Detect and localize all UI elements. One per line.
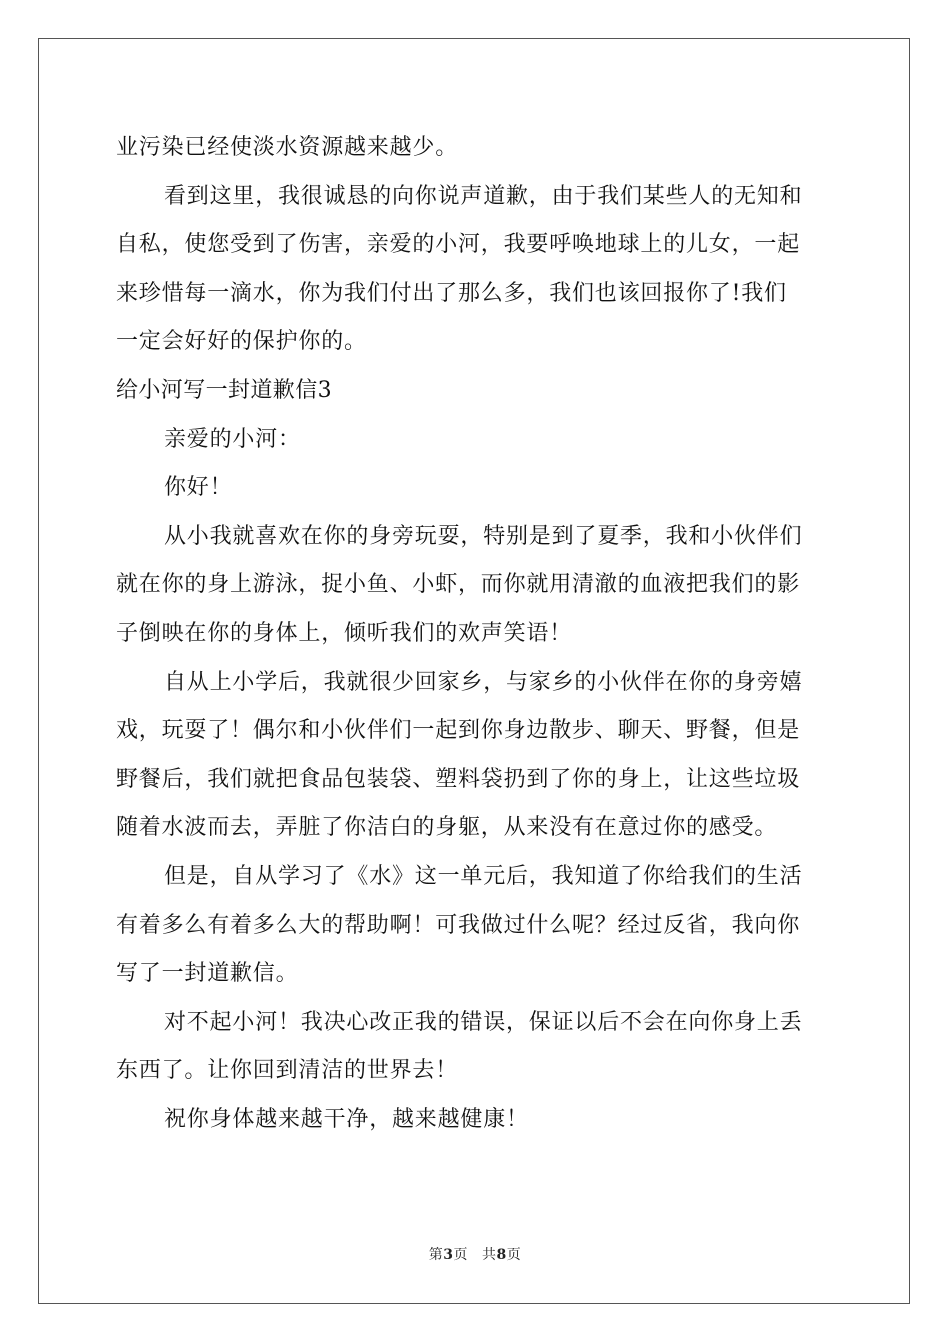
page-number: 3 [443, 1247, 454, 1263]
paragraph-line: 来珍惜每一滴水，你为我们付出了那么多，我们也该回报你了!我们 [116, 280, 787, 306]
page-label-suffix: 页 [453, 1247, 468, 1263]
total-pages: 8 [496, 1247, 507, 1263]
paragraph-line: 就在你的身上游泳，捉小鱼、小虾，而你就用清澈的血液把我们的影 [116, 572, 801, 598]
page-label-prefix: 第 [428, 1247, 444, 1263]
page-footer [0, 1246, 950, 1264]
greeting: 你好！ [164, 475, 233, 501]
paragraph-line: 子倒映在你的身体上，倾听我们的欢声笑语！ [116, 620, 573, 646]
paragraph-line: 自私，使您受到了伤害，亲爱的小河，我要呼唤地球上的儿女，一起 [116, 232, 801, 258]
paragraph-line: 看到这里，我很诚恳的向你说声道歉，由于我们某些人的无知和 [164, 183, 803, 209]
paragraph-line: 业污染已经使淡水资源越来越少。 [116, 135, 459, 160]
paragraph-line: 从小我就喜欢在你的身旁玩耍，特别是到了夏季，我和小伙伴们 [164, 523, 803, 549]
paragraph-line: 对不起小河！我决心改正我的错误，保证以后不会在向你身上丢 [164, 1009, 803, 1035]
paragraph-line: 随着水波而去，弄脏了你洁白的身躯，从来没有在意过你的感受。 [116, 815, 778, 841]
salutation: 亲爱的小河： [164, 426, 301, 452]
paragraph-line: 野餐后，我们就把食品包装袋、塑料袋扔到了你的身上，让这些垃圾 [116, 766, 801, 792]
total-label-suffix: 页 [506, 1247, 522, 1263]
total-label-prefix: 共 [482, 1247, 497, 1263]
paragraph-line: 但是，自从学习了《水》这一单元后，我知道了你给我们的生活 [164, 863, 803, 889]
document-body [116, 124, 836, 1144]
paragraph-line: 一定会好好的保护你的。 [116, 329, 367, 355]
paragraph-line: 自从上小学后，我就很少回家乡，与家乡的小伙伴在你的身旁嬉 [164, 669, 803, 695]
section-heading: 给小河写一封道歉信3 [116, 377, 332, 403]
paragraph-line: 戏，玩耍了！偶尔和小伙伴们一起到你身边散步、聊天、野餐，但是 [116, 718, 801, 744]
paragraph-line: 有着多么有着多么大的帮助啊！可我做过什么呢？经过反省，我向你 [116, 912, 801, 938]
paragraph-line: 写了一封道歉信。 [116, 961, 299, 987]
closing-line: 祝你身体越来越干净，越来越健康！ [164, 1106, 529, 1132]
paragraph-line: 东西了。让你回到清洁的世界去！ [116, 1058, 459, 1084]
